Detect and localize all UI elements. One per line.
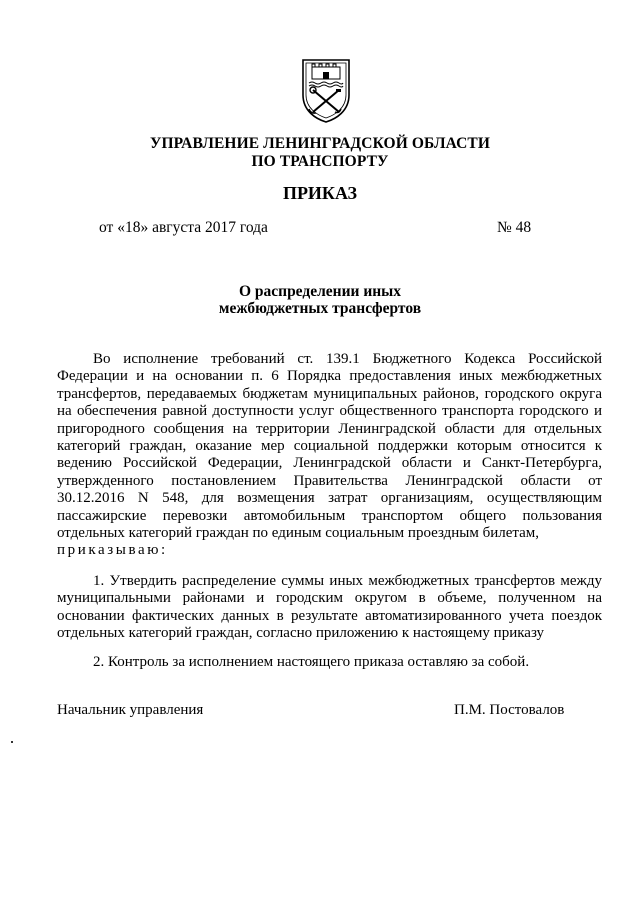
- directive-text: приказываю:: [57, 542, 168, 559]
- organization-name-line-2: ПО ТРАНСПОРТУ: [251, 153, 389, 170]
- order-item-1-block: [57, 573, 602, 643]
- subject-line-1: О распределении иных: [238, 283, 402, 300]
- document-date: от «18» августа 2017 года: [99, 219, 268, 236]
- document-type: ПРИКАЗ: [282, 183, 358, 203]
- subject-line-2: межбюджетных трансфертов: [218, 300, 422, 317]
- signer-title: Начальник управления: [57, 702, 204, 718]
- order-item-1: 1. Утвердить распределение суммы иных межбюджетных трансфертов между муниципальными районами и городским округом в объеме, полученном на основании фактических данных в результате автоматизированного учета поездок отдельных категорий граждан, согласно приложению к настоящему приказу: [57, 573, 602, 642]
- order-item-2: 2. Контроль за исполнением настоящего приказа оставляю за собой.: [93, 654, 530, 670]
- signer-name: П.М. Постовалов: [454, 702, 565, 718]
- main-paragraph: Во исполнение требований ст. 139.1 Бюджетного Кодекса Российской Федерации и на основании п. 6 Порядка предоставления иных межбюджетных трансфертов, передаваемых бюджетам муниципальных районов, городского округа на обеспечения равной доступности услуг общественного транспорта городского и пригородного сообщения на территории Ленинградской области для отдельных категорий граждан, оказание мер социальной поддержки которым относится к ведению Российской Федерации, Ленинградской области и Санкт-Петербурга, утвержденного постановлением Правительства Ленинградской области от 30.12.2016 N 548, для возмещения затрат организациям, осуществляющим пассажирские перевозки автомобильным транспортом общего пользования отдельных категорий граждан по единым социальным проездным билетам,: [57, 351, 602, 542]
- order-item-2-block: [57, 654, 602, 671]
- margin-mark: [11, 741, 13, 743]
- document-number: № 48: [497, 219, 532, 236]
- main-paragraph-block: [57, 351, 602, 560]
- coat-of-arms-icon: [300, 57, 352, 123]
- organization-name-line-1: УПРАВЛЕНИЕ ЛЕНИНГРАДСКОЙ ОБЛАСТИ: [149, 135, 491, 152]
